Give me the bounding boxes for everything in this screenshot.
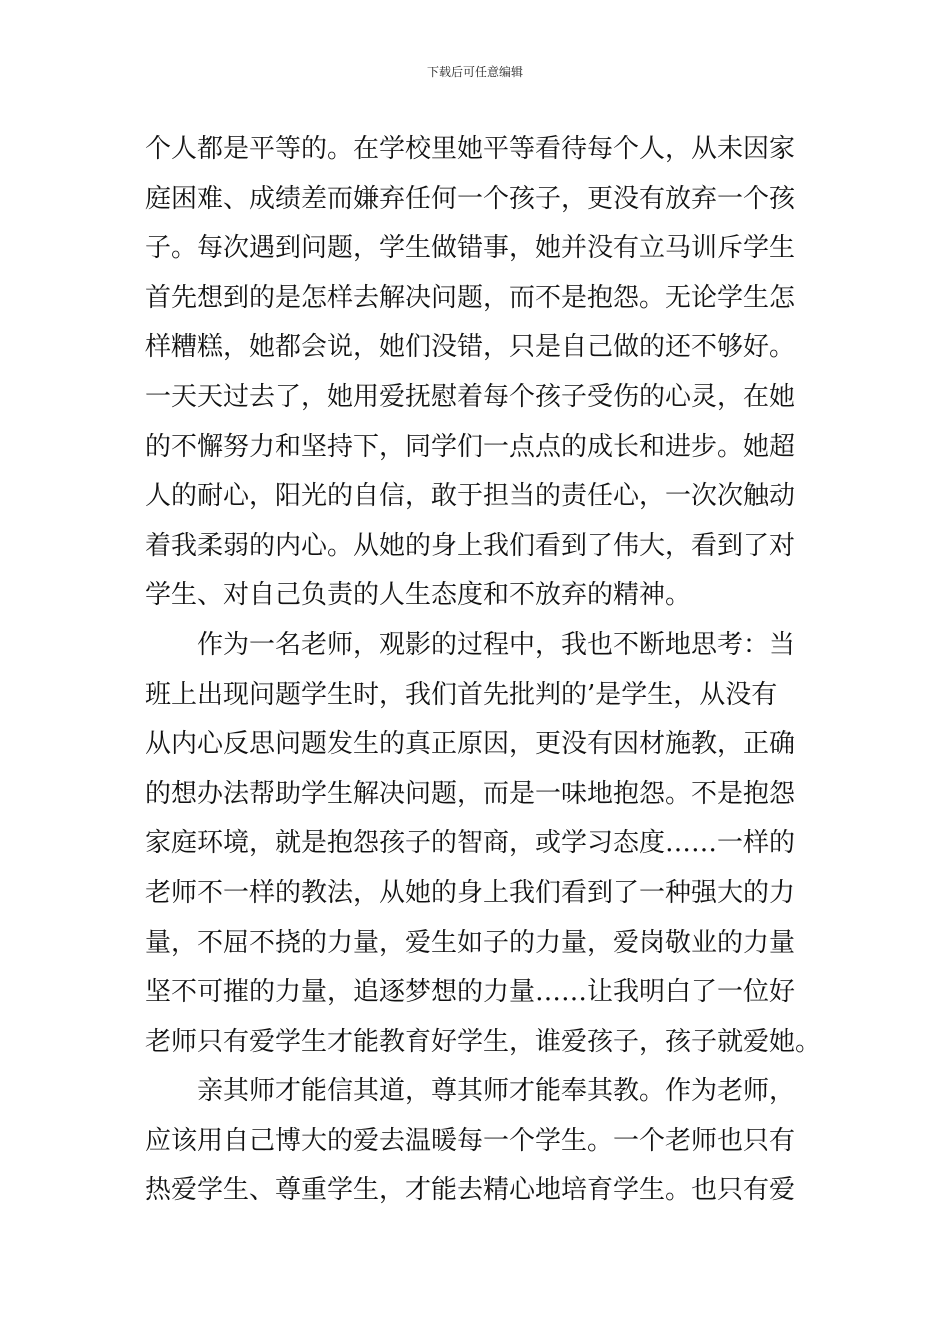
text-line: 家庭环境，就是抱怨孩子的智商，或学习态度……一样的 (145, 828, 796, 859)
text-line: 坚不可摧的力量，追逐梦想的力量……让我明白了一位好 (145, 977, 796, 1008)
text-line: 样糟糕，她都会说，她们没错，只是自己做的还不够好。 (145, 332, 796, 363)
page-header: 下载后可任意编辑 (426, 65, 523, 79)
text-line: 的想办法帮助学生解决问题，而是一味地抱怨。不是抱怨 (145, 778, 796, 809)
text-line: 学生、对自己负责的人生态度和不放弃的精神。 (145, 580, 692, 611)
text-line: 老师不一样的教法，从她的身上我们看到了一种强大的力 (145, 877, 796, 908)
text-line: 人的耐心，阳光的自信，敢于担当的责任心，一次次触动 (145, 481, 796, 512)
text-line: 着我柔弱的内心。从她的身上我们看到了伟大，看到了对 (145, 530, 796, 561)
text-line: 一天天过去了，她用爱抚慰着每个孩子受伤的心灵，在她 (145, 381, 796, 412)
text-line: 子。每次遇到问题，学生做错事，她并没有立马训斥学生 (145, 233, 796, 264)
paragraph-2 (145, 621, 822, 1067)
text-line: 庭困难、成绩差而嫌弃任何一个孩子，更没有放弃一个孩 (145, 183, 796, 214)
text-line: 老师只有爱学生才能教育好学生，谁爱孩子，孩子就爱她。 (145, 1026, 822, 1057)
text-line: 热爱学生、尊重学生，才能去精心地培育学生。也只有爱 (145, 1175, 796, 1206)
text-line: 首先想到的是怎样去解决问题，而不是抱怨。无论学生怎 (145, 282, 796, 313)
text-line: 从内心反思问题发生的真正原因，更没有因材施教，正确 (145, 729, 796, 760)
text-line: 作为一名老师，观影的过程中，我也不断地思考：当 (197, 629, 796, 660)
text-line: 亲其师才能信其道，尊其师才能奉其教。作为老师， (197, 1076, 796, 1107)
paragraph-1 (145, 125, 807, 621)
body-text (145, 125, 822, 1216)
text-line: 班上出现问题学生时，我们首先批判的’是学生，从没有 (145, 679, 778, 710)
text-line: 的不懈努力和坚持下，同学们一点点的成长和进步。她超 (145, 431, 796, 462)
text-line: 量，不屈不挠的力量，爱生如子的力量，爱岗敬业的力量 (145, 927, 796, 958)
text-line: 个人都是平等的。在学校里她平等看待每个人，从未因家 (145, 134, 796, 164)
text-line: 应该用自己博大的爱去温暖每一个学生。一个老师也只有 (145, 1125, 796, 1156)
paragraph-3 (145, 1067, 807, 1216)
